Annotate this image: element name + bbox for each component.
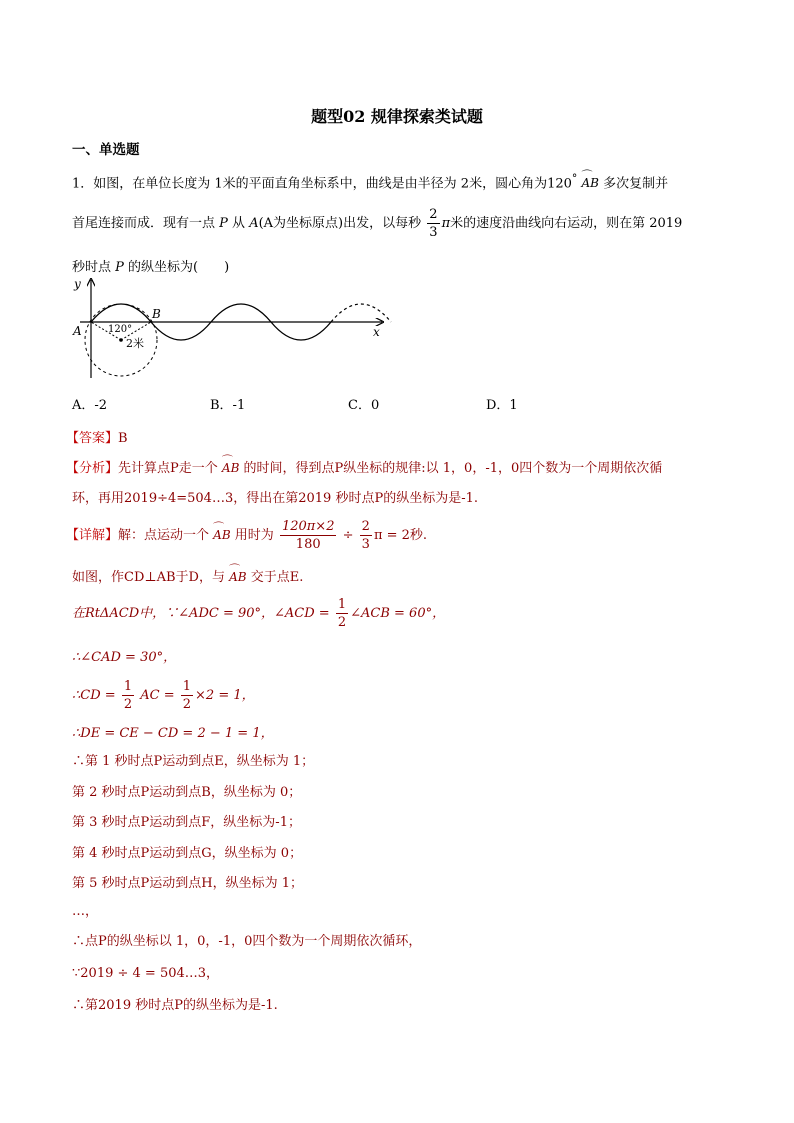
detail-text: 解：点运动一个 xyxy=(118,528,210,543)
solution-line-7: 第 2 秒时点P运动到点B，纵坐标为 0； xyxy=(72,785,302,800)
solution-line-13: ∵2019 ÷ 4 = 504…3， xyxy=(72,966,220,981)
fraction-half xyxy=(181,678,193,713)
option-a[interactable]: A．-2 xyxy=(72,398,108,413)
x-axis-label: x xyxy=(373,325,380,339)
analysis-line-2: 环，再用2019÷4=504…3，得出在第2019 秒时点P的纵坐标为是-1. xyxy=(72,491,478,506)
solution-text: AC = xyxy=(140,688,175,703)
answer-tag: 【答案】 xyxy=(66,431,119,446)
fraction-numerator: 1 xyxy=(182,679,192,694)
solution-line-4 xyxy=(72,678,255,713)
fraction-denominator: 3 xyxy=(429,225,438,240)
page-title: 题型02 规律探索类试题 xyxy=(311,107,483,126)
question-text: 从 xyxy=(232,216,246,231)
question-text: 多次复制并 xyxy=(603,176,669,192)
wave-figure xyxy=(66,274,396,384)
question-text: 的纵坐标为( ) xyxy=(128,260,230,275)
pi-symbol: π xyxy=(441,216,451,231)
solution-line-12: ∴点P的纵坐标以 1，0，-1，0四个数为一个周期依次循环， xyxy=(72,934,422,949)
question-line-1 xyxy=(72,172,668,191)
option-d[interactable]: D．1 xyxy=(486,398,518,413)
fraction-two-thirds xyxy=(427,206,439,241)
point-a: A xyxy=(249,216,259,231)
solution-line-2 xyxy=(72,596,445,631)
division-sign: ÷ xyxy=(342,528,354,543)
solution-text: 在RtΔACD中，∵∠ADC = 90°，∠ACD = xyxy=(72,606,330,621)
fraction-numerator: 2 xyxy=(429,207,438,222)
analysis-text: 先计算点P走一个 xyxy=(118,461,218,476)
detail-text: 用时为 xyxy=(234,528,274,543)
fraction-denominator: 2 xyxy=(123,697,133,712)
detail-line xyxy=(66,518,427,553)
point-p: P xyxy=(219,216,228,231)
solution-text: ∴CD = xyxy=(72,688,116,703)
analysis-text: 的时间，得到点P纵坐标的规律:以 1，0，-1，0四个数为一个周期依次循 xyxy=(243,461,663,476)
question-text: (A为坐标原点)出发，以每秒 xyxy=(258,216,422,231)
arc-ab-label: ⌒ AB xyxy=(222,461,239,475)
answer-line xyxy=(66,427,128,446)
solution-line-11: …， xyxy=(72,904,99,919)
center-point xyxy=(119,338,123,342)
solution-line-6: ∴第 1 秒时点P运动到点E，纵坐标为 1； xyxy=(72,754,315,769)
fraction-denominator: 3 xyxy=(361,537,370,552)
point-b-label: B xyxy=(152,307,161,321)
solution-line-14: ∴第2019 秒时点P的纵坐标为是-1. xyxy=(72,998,278,1013)
analysis-line-1 xyxy=(66,457,662,476)
fraction-numerator: 1 xyxy=(337,597,347,612)
arc-ab-label: ⌒ AB xyxy=(581,176,598,190)
fraction-denominator: 2 xyxy=(337,615,347,630)
arc-ab-label: ⌒ AB xyxy=(213,528,230,542)
fraction-speed xyxy=(360,518,372,553)
question-line-3 xyxy=(72,256,229,275)
solution-text: ∠ACB = 60°， xyxy=(350,606,446,621)
question-line-2 xyxy=(72,206,682,241)
point-a-label: A xyxy=(73,324,82,338)
angle-label: 120° xyxy=(108,324,133,335)
solution-line-10: 第 5 秒时点P运动到点H，纵坐标为 1； xyxy=(72,876,304,891)
solution-line-8: 第 3 秒时点P运动到点F，纵坐标为-1； xyxy=(72,815,301,830)
solution-line-9: 第 4 秒时点P运动到点G，纵坐标为 0； xyxy=(72,846,303,861)
fraction-numerator: 1 xyxy=(123,679,133,694)
section-heading: 一、单选题 xyxy=(72,142,140,158)
option-c[interactable]: C．0 xyxy=(348,398,380,413)
fraction-denominator: 180 xyxy=(295,537,321,552)
question-text: 1．如图，在单位长度为 1米的平面直角坐标系中，曲线是由半径为 2米，圆心角为120 xyxy=(72,176,572,192)
solution-line-1 xyxy=(72,566,303,585)
arc-ab-label: ⌒ AB xyxy=(229,570,246,584)
fraction-half xyxy=(336,596,348,631)
fraction-denominator: 2 xyxy=(182,697,192,712)
detail-text: π = 2秒. xyxy=(373,528,428,543)
option-b[interactable]: B．-1 xyxy=(210,398,246,413)
solution-line-3: ∴∠CAD = 30°， xyxy=(72,650,177,665)
answer-value: B xyxy=(118,431,128,446)
degree-sign: ° xyxy=(571,172,578,185)
radius-label: 2米 xyxy=(126,337,144,350)
fraction-half xyxy=(122,678,134,713)
fraction-arc-length xyxy=(280,518,337,553)
solution-text: 如图，作CD⊥AB于D，与 xyxy=(72,570,225,585)
fraction-numerator: 2 xyxy=(361,519,370,534)
question-text: 首尾连接而成．现有一点 xyxy=(72,216,216,231)
solution-text: ×2 = 1， xyxy=(195,688,255,703)
y-axis-label: y xyxy=(74,277,81,291)
solution-text: 交于点E. xyxy=(250,570,304,585)
solution-line-5: ∴DE = CE − CD = 2 − 1 = 1， xyxy=(72,726,274,741)
point-p: P xyxy=(115,260,124,275)
question-text: 米的速度沿曲线向右运动，则在第 2019 xyxy=(450,216,683,231)
question-text: 秒时点 xyxy=(72,260,112,275)
wave-continuation xyxy=(331,304,391,322)
fraction-numerator: 120π×2 xyxy=(281,519,335,534)
analysis-tag: 【分析】 xyxy=(66,461,119,476)
detail-tag: 【详解】 xyxy=(66,528,119,543)
